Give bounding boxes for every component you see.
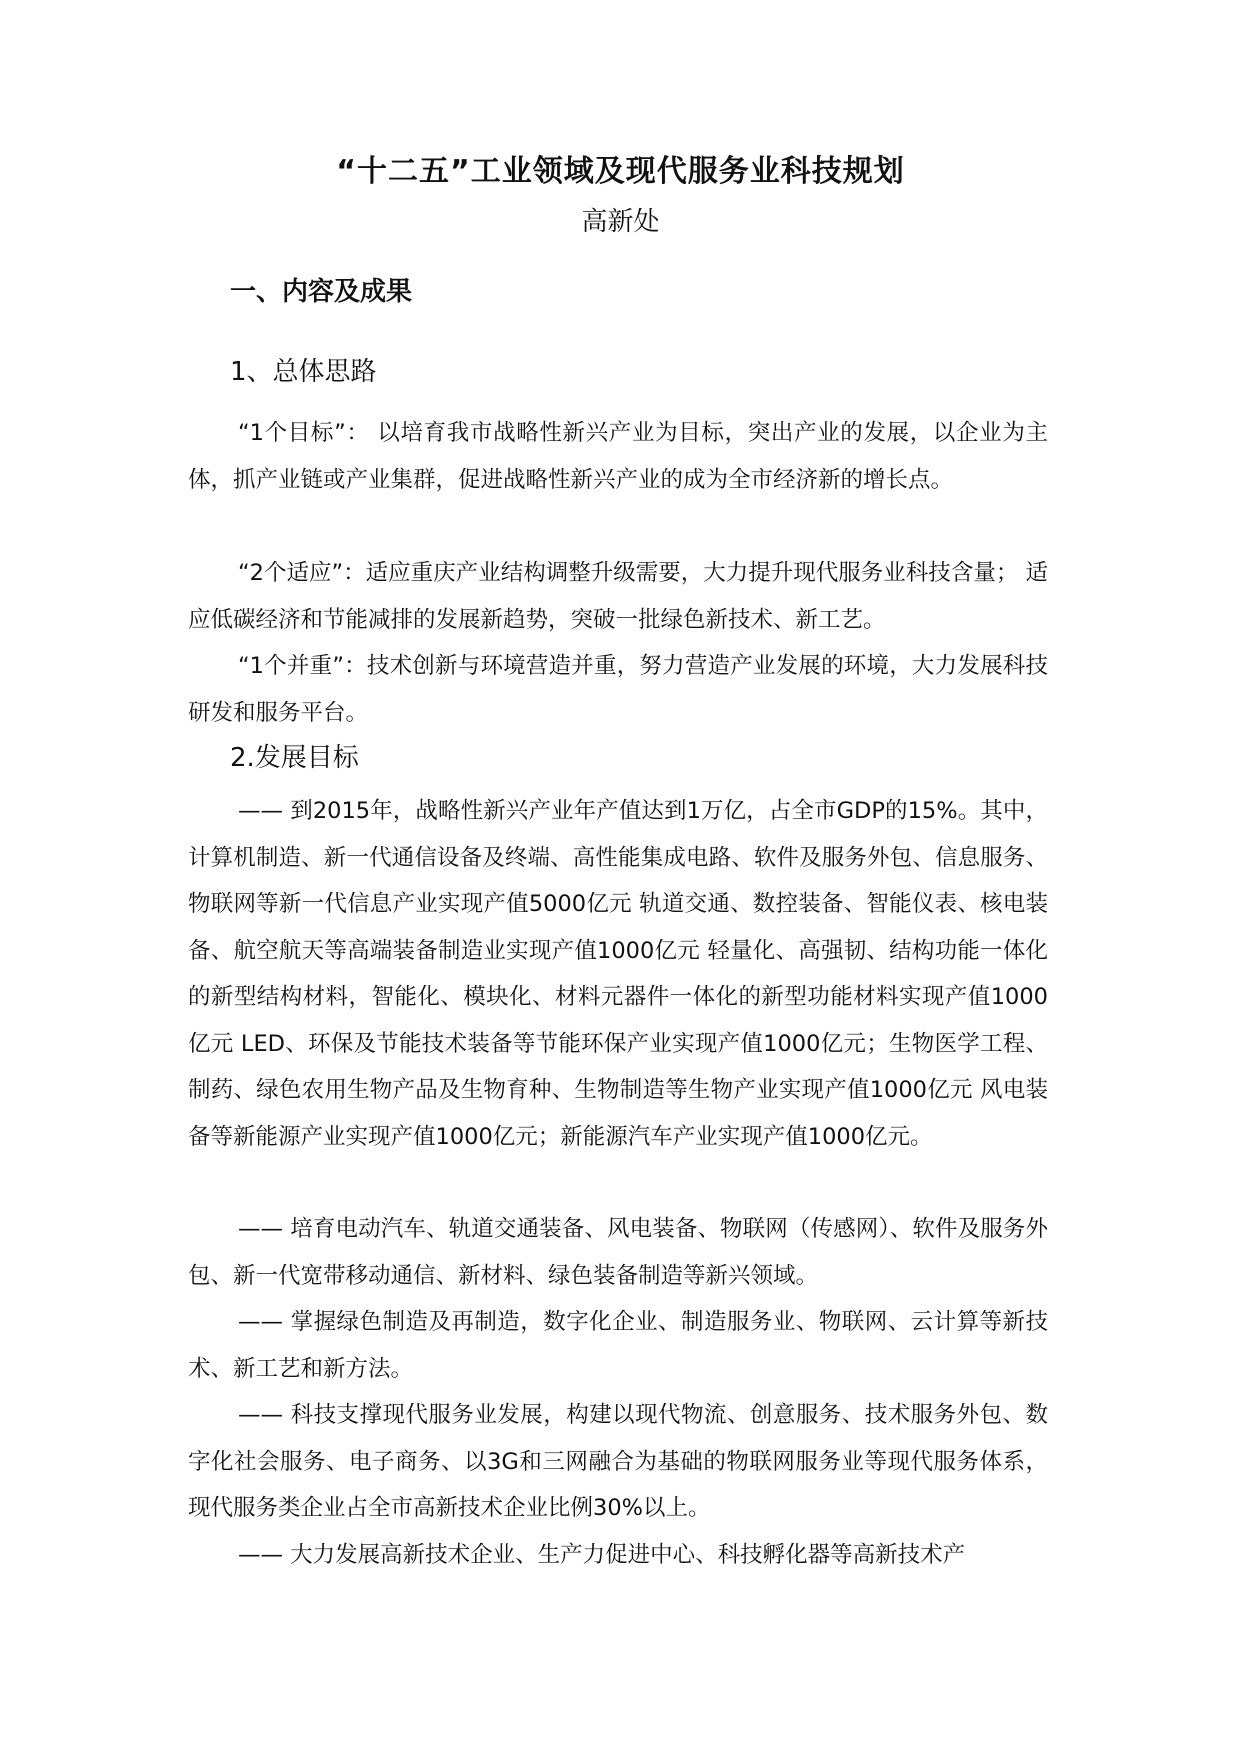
document-title: “十二五”工业领域及现代服务业科技规划 xyxy=(336,154,905,189)
department-name: 高新处 xyxy=(581,207,660,237)
subsection-heading-development-goals: 2.发展目标 xyxy=(230,743,359,773)
paragraph-one-goal: “1个目标”： 以培育我市战略性新兴产业为目标，突出产业的发展，以企业为主体，抓产业链或产业集群，促进战略性新兴产业的成为全市经济新的增长点。 xyxy=(188,420,1048,493)
paragraph-modern-services: —— 科技支撑现代服务业发展，构建以现代物流、创意服务、技术服务外包、数字化社会服务、电子商务、以3G和三网融合为基础的物联网服务业等现代服务体系，现代服务类企业占全市高新技术企业比例30%以上。 xyxy=(188,1402,1048,1521)
section-heading: 一、内容及成果 xyxy=(230,277,413,307)
paragraph-two-adaptations: “2个适应”：适应重庆产业结构调整升级需要，大力提升现代服务业科技含量； 适应低碳经济和节能减排的发展新趋势，突破一批绿色新技术、新工艺。 xyxy=(188,560,1048,633)
subsection-heading-overall-approach: 1、总体思路 xyxy=(230,357,377,387)
paragraph-high-tech-enterprises: —— 大力发展高新技术企业、生产力促进中心、科技孵化器等高新技术产 xyxy=(238,1542,966,1568)
paragraph-emerging-fields: —— 培育电动汽车、轨道交通装备、风电装备、物联网（传感网）、软件及服务外包、新一代宽带移动通信、新材料、绿色装备制造等新兴领域。 xyxy=(188,1216,1048,1289)
paragraph-green-manufacturing: —— 掌握绿色制造及再制造，数字化企业、制造服务业、物联网、云计算等新技术、新工艺和新方法。 xyxy=(188,1309,1048,1382)
paragraph-2015-output-target: —— 到2015年，战略性新兴产业年产值达到1万亿，占全市GDP的15%。其中，计算机制造、新一代通信设备及终端、高性能集成电路、软件及服务外包、信息服务、物联网等新一代信息产业实现产值5000亿元 轨道交通、数控装备、智能仪表、核电装备、航空航天等高端装备制造业实现产值1000亿元 轻量化、高强韧、结构功能一体化的新型结构材料，智能化、模块化、材料元器件一体化的新型功能材料实现产值1000亿元 LED、环保及节能技术装备等节能环保产业实现产值1000亿元；生物医学工程、制药、绿色农用生物产品及生物育种、生物制造等生物产业实现产值1000亿元 风电装备等新能源产业实现产值1000亿元；新能源汽车产业实现产值1000亿元。 xyxy=(188,798,1048,1150)
paragraph-one-emphasis: “1个并重”：技术创新与环境营造并重，努力营造产业发展的环境，大力发展科技研发和服务平台。 xyxy=(188,653,1048,726)
